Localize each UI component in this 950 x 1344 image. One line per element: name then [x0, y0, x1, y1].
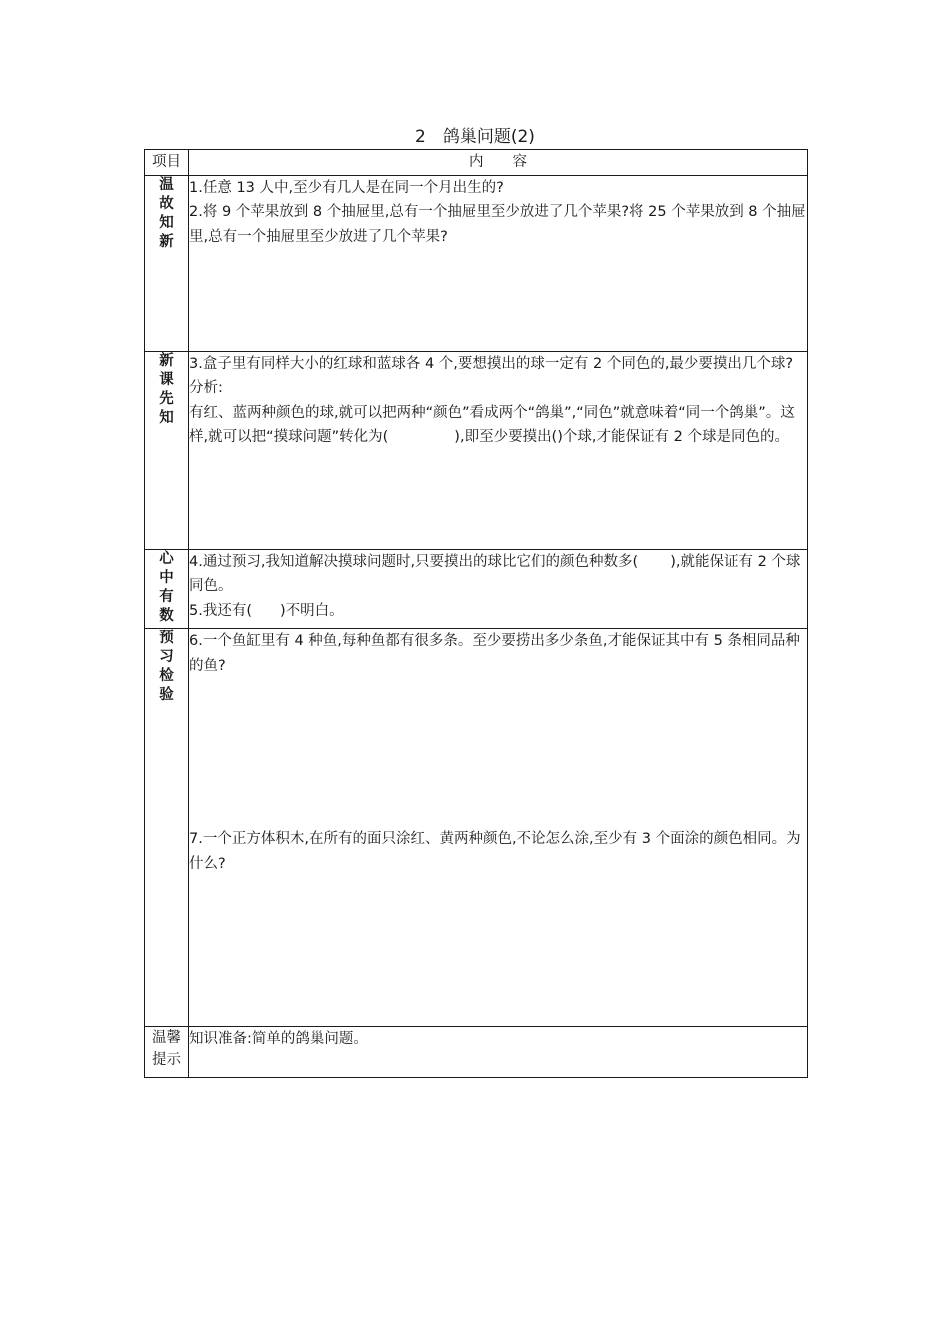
- section-content-new-lesson: [189, 351, 808, 549]
- question-5-part-1: 5.我还有(: [189, 602, 252, 619]
- section-label-reflection: 心中有数: [159, 550, 174, 624]
- section-tip: [145, 1027, 808, 1078]
- header-content: 内 容: [189, 150, 808, 176]
- table-header-row: [145, 150, 808, 176]
- section-label-review: 温故知新: [159, 176, 174, 250]
- section-label-cell: [145, 175, 189, 351]
- question-6: 6.一个鱼缸里有 4 种鱼,每种鱼都有很多条。至少要捞出多少条鱼,才能保证其中有 5 条相同品种的鱼?: [189, 633, 800, 674]
- section-label-new-lesson: 新课先知: [159, 352, 174, 426]
- analysis-part-1: 有红、蓝两种颜色的球,就可以把两种“颜色”看成两个“鸽巢”,“同色”就意味着“同一个鸽巢”。这样,就可以把“摸球问题”转化为(: [189, 404, 795, 445]
- worksheet-table: [144, 149, 808, 1078]
- page-title: 2 鸽巢问题(2): [415, 127, 535, 147]
- section-review: [145, 175, 808, 351]
- section-label-cell: [145, 351, 189, 549]
- question-5: [189, 599, 807, 624]
- question-5-part-2: )不明白。: [280, 602, 344, 619]
- question-7: 7.一个正方体积木,在所有的面只涂红、黄两种颜色,不论怎么涂,至少有 3 个面涂的颜色相同。为什么?: [189, 831, 801, 872]
- section-content-reflection: [189, 549, 808, 629]
- question-4-part-1: 4.通过预习,我知道解决摸球问题时,只要摸出的球比它们的颜色种数多(: [189, 553, 639, 570]
- analysis-label: 分析:: [189, 380, 223, 396]
- section-label-cell: [145, 1027, 189, 1078]
- analysis-part-3: )个球,才能保证有 2 个球是同色的。: [557, 429, 789, 445]
- section-check: [145, 629, 808, 1027]
- analysis-part-2: ),即至少要摸出(: [454, 429, 558, 445]
- section-new-lesson: [145, 351, 808, 549]
- question-4: [189, 550, 807, 599]
- question-4-part-2: ),就能保证有 2 个球同色。: [189, 553, 801, 594]
- question-1: 1.任意 13 人中,至少有几人是在同一个月出生的?: [189, 179, 504, 196]
- section-content-review: [189, 175, 808, 351]
- tip-text: 知识准备:简单的鸽巢问题。: [189, 1031, 368, 1047]
- section-content-tip: [189, 1027, 808, 1078]
- question-3: 3.盒子里有同样大小的红球和蓝球各 4 个,要想摸出的球一定有 2 个同色的,最少要摸出几个球?: [189, 355, 794, 372]
- section-label-check: 预习检验: [159, 630, 174, 703]
- section-label-cell: [145, 549, 189, 629]
- question-2: 2.将 9 个苹果放到 8 个抽屉里,总有一个抽屉里至少放进了几个苹果?将 25 个苹果放到 8 个抽屉里,总有一个抽屉里至少放进了几个苹果?: [189, 204, 806, 245]
- section-reflection: [145, 549, 808, 629]
- analysis-text: [189, 401, 807, 450]
- section-label-cell: [145, 629, 189, 1027]
- section-content-check: [189, 629, 808, 1027]
- header-item: 项目: [145, 150, 189, 176]
- answer-space-6[interactable]: [189, 678, 807, 827]
- section-label-tip: 温馨提示: [152, 1030, 181, 1068]
